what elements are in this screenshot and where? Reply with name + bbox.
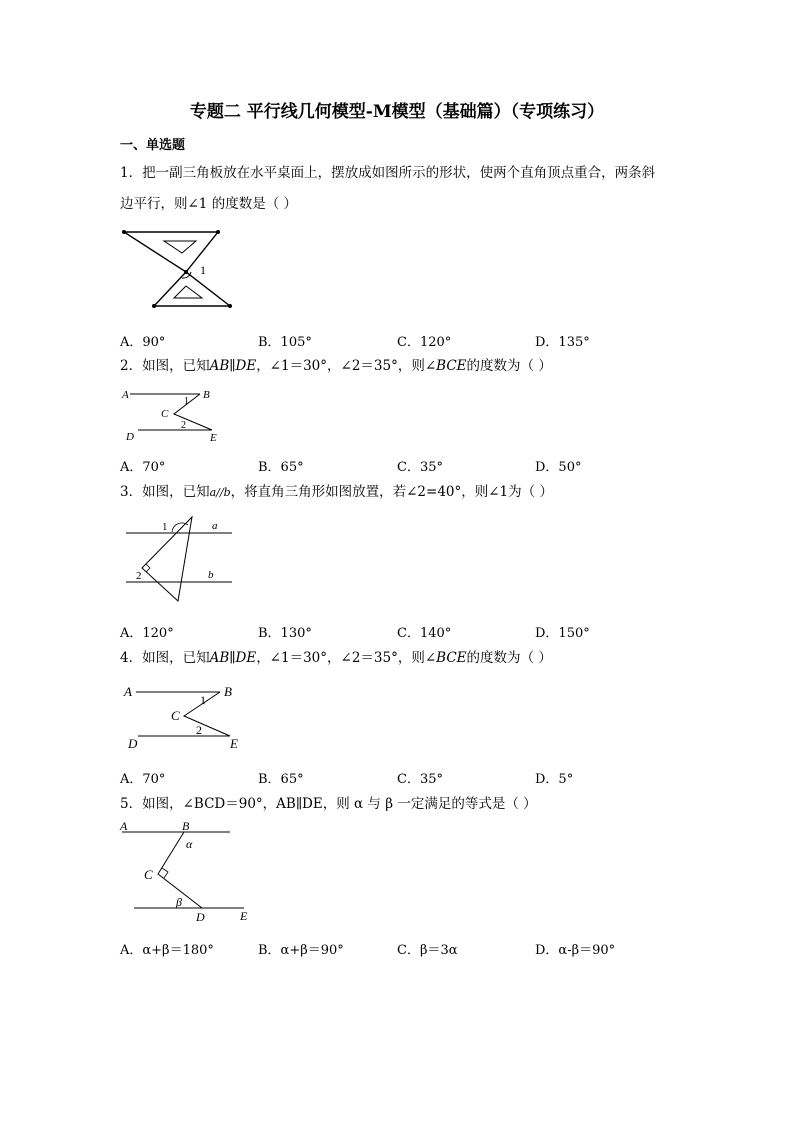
q1-option-a[interactable]: A．90° <box>120 335 166 350</box>
q5-option-b[interactable]: B．α+β＝90° <box>258 943 344 958</box>
q2-label-2: 2 <box>181 420 186 431</box>
q5-option-a[interactable]: A．α+β＝180° <box>120 943 214 958</box>
q3-label-2: 2 <box>136 570 142 582</box>
question-1-figure <box>118 228 238 313</box>
q4-label-e: E <box>230 736 238 751</box>
q4-label-b: B <box>224 684 232 699</box>
q1-option-b[interactable]: B．105° <box>258 335 312 350</box>
q2-option-b[interactable]: B．65° <box>258 460 304 475</box>
question-5-figure <box>118 818 253 926</box>
q3-option-c[interactable]: C．140° <box>397 626 452 641</box>
q5-label-c: C <box>144 867 153 882</box>
q2-label-a: A <box>122 389 129 401</box>
q3-label-a: a <box>212 520 218 532</box>
q4-label-c: C <box>171 708 180 723</box>
question-3-stem: 3．如图，已知a//b，将直角三角形如图放置，若∠2=40°，则∠1为（ ） <box>120 484 553 500</box>
question-1-stem <box>120 158 700 220</box>
q2-option-a[interactable]: A．70° <box>120 460 166 475</box>
q2-label-b: B <box>203 389 210 401</box>
q5-label-b: B <box>182 819 190 833</box>
q2-label-c: C <box>161 408 169 420</box>
question-3-figure <box>120 513 235 603</box>
page-title: 专题二 平行线几何模型-M模型（基础篇）（专项练习） <box>189 102 605 122</box>
q4-angle-name: BCE <box>436 650 467 666</box>
q3-option-a[interactable]: A．120° <box>120 626 174 641</box>
q4-label-2: 2 <box>196 723 202 737</box>
q4-label-d: D <box>128 736 138 751</box>
q5-option-c[interactable]: C．β＝3α <box>397 943 458 958</box>
q5-label-alpha: α <box>186 837 193 851</box>
question-5-stem: 5．如图，∠BCD＝90°，AB∥DE，则 α 与 β 一定满足的等式是（ ） <box>120 796 537 812</box>
q4-label-a: A <box>124 684 132 699</box>
q4-label-1: 1 <box>200 693 206 707</box>
q4-option-b[interactable]: B．65° <box>258 772 304 787</box>
q5-option-d[interactable]: D．α-β＝90° <box>535 943 616 958</box>
section-heading: 一、单选题 <box>120 138 186 153</box>
q3-label-1: 1 <box>162 521 168 533</box>
q1-angle-1-label: 1 <box>200 263 206 277</box>
q1-option-d[interactable]: D．135° <box>535 335 590 350</box>
question-4-figure <box>120 682 245 754</box>
question-2-stem: 2．如图，已知AB∥DE，∠1＝30°，∠2＝35°，则∠BCE的度数为（ ） <box>120 358 552 374</box>
q2-label-1: 1 <box>184 396 189 407</box>
q4-option-d[interactable]: D．5° <box>535 772 574 787</box>
q5-label-a: A <box>120 819 128 833</box>
q2-option-d[interactable]: D．50° <box>535 460 582 475</box>
q3-option-b[interactable]: B．130° <box>258 626 312 641</box>
q4-option-a[interactable]: A．70° <box>120 772 166 787</box>
q5-label-beta: β <box>176 895 182 909</box>
q4-parallel-expr: AB∥DE <box>209 650 257 666</box>
q5-label-d: D <box>196 910 205 924</box>
q4-option-c[interactable]: C．35° <box>397 772 443 787</box>
q5-label-e: E <box>240 909 248 923</box>
question-4-stem: 4．如图，已知AB∥DE，∠1＝30°，∠2＝35°，则∠BCE的度数为（ ） <box>120 650 552 666</box>
q2-parallel-expr: AB∥DE <box>209 358 257 374</box>
question-1-line2: 边平行，则∠1 的度数是（ ） <box>120 196 297 212</box>
q2-label-e: E <box>210 432 217 444</box>
q3-option-d[interactable]: D．150° <box>535 626 590 641</box>
q2-option-c[interactable]: C．35° <box>397 460 443 475</box>
question-2-figure <box>120 386 230 444</box>
q3-parallel-expr: a//b <box>209 486 231 499</box>
question-1-line1: 1．把一副三角板放在水平桌面上，摆放成如图所示的形状，使两个直角顶点重合，两条斜 <box>120 165 656 181</box>
q1-option-c[interactable]: C．120° <box>397 335 452 350</box>
q3-label-b: b <box>208 569 214 581</box>
q2-angle-name: BCE <box>436 358 467 374</box>
q2-label-d: D <box>126 431 134 443</box>
